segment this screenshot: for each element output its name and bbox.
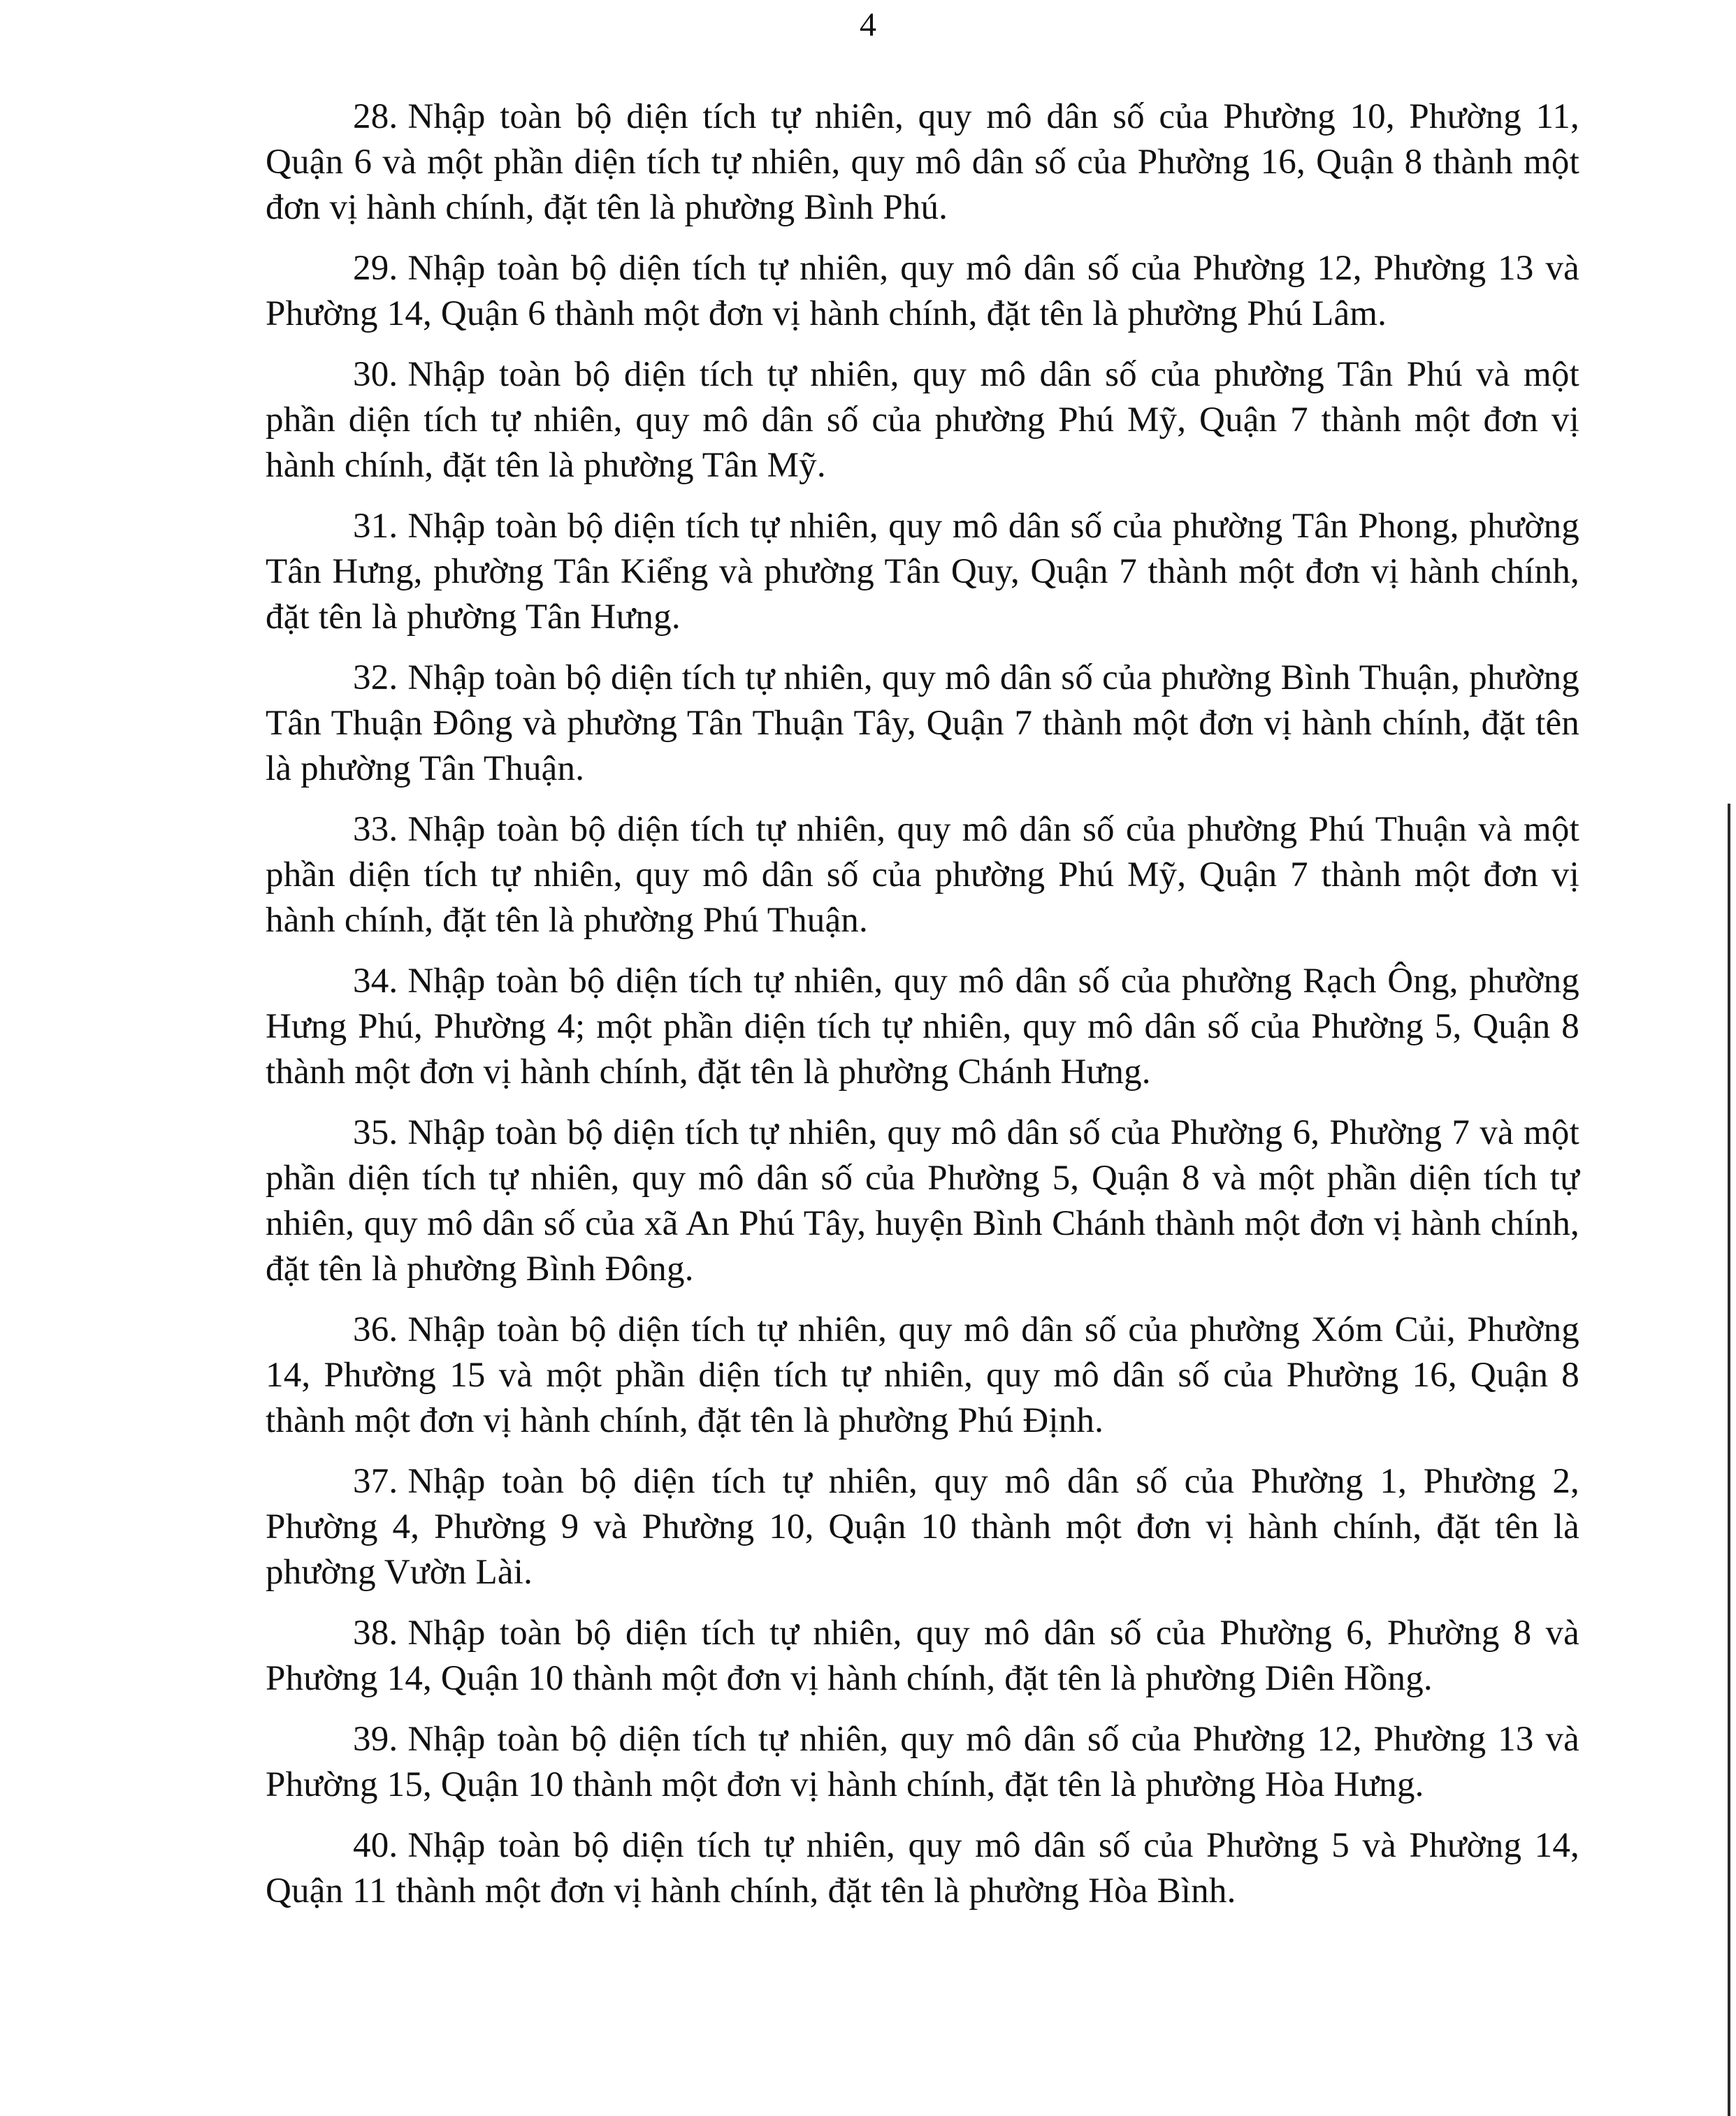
list-item <box>266 1307 1579 1444</box>
list-item <box>266 352 1579 488</box>
item-text: Nhập toàn bộ diện tích tự nhiên, quy mô dân số của phường Bình Thuận, phường Tân Thuận Đông và phường Tân Thuận Tây, Quận 7 thành một đơn vị hành chính, đặt tên là phường Tân Thuận. <box>266 658 1579 788</box>
item-number: 38. <box>353 1614 398 1653</box>
item-number: 37. <box>353 1462 398 1501</box>
item-number: 29. <box>353 249 398 288</box>
list-item <box>266 1823 1579 1914</box>
list-item <box>266 655 1579 792</box>
item-number: 39. <box>353 1720 398 1759</box>
item-text: Nhập toàn bộ diện tích tự nhiên, quy mô dân số của phường Tân Phú và một phần diện tích tự nhiên, quy mô dân số của phường Phú Mỹ, Quận 7 thành một đơn vị hành chính, đặt tên là phường Tân Mỹ. <box>266 355 1579 485</box>
item-number: 32. <box>353 658 398 697</box>
list-item <box>266 1611 1579 1702</box>
item-number: 34. <box>353 962 398 1001</box>
list-item <box>266 1717 1579 1808</box>
list-item <box>266 1110 1579 1292</box>
item-text: Nhập toàn bộ diện tích tự nhiên, quy mô dân số của Phường 12, Phường 13 và Phường 15, Quận 10 thành một đơn vị hành chính, đặt tên là phường Hòa Hưng. <box>266 1720 1579 1804</box>
scan-edge-line <box>1728 804 1730 2116</box>
item-text: Nhập toàn bộ diện tích tự nhiên, quy mô dân số của Phường 6, Phường 8 và Phường 14, Quận 10 thành một đơn vị hành chính, đặt tên là phường Diên Hồng. <box>266 1614 1579 1698</box>
list-item <box>266 246 1579 337</box>
list-item <box>266 807 1579 943</box>
item-text: Nhập toàn bộ diện tích tự nhiên, quy mô dân số của phường Tân Phong, phường Tân Hưng, phường Tân Kiểng và phường Tân Quy, Quận 7 thành một đơn vị hành chính, đặt tên là phường Tân Hưng. <box>266 507 1579 637</box>
item-number: 36. <box>353 1310 398 1349</box>
list-item <box>266 1459 1579 1595</box>
list-item <box>266 504 1579 640</box>
item-text: Nhập toàn bộ diện tích tự nhiên, quy mô dân số của phường Xóm Củi, Phường 14, Phường 15 và một phần diện tích tự nhiên, quy mô dân số của Phường 16, Quận 8 thành một đơn vị hành chính, đặt tên là phường Phú Định. <box>266 1310 1579 1440</box>
list-item <box>266 959 1579 1095</box>
item-number: 35. <box>353 1113 398 1152</box>
item-number: 40. <box>353 1826 398 1865</box>
item-number: 28. <box>353 97 398 136</box>
item-text: Nhập toàn bộ diện tích tự nhiên, quy mô dân số của phường Phú Thuận và một phần diện tích tự nhiên, quy mô dân số của phường Phú Mỹ, Quận 7 thành một đơn vị hành chính, đặt tên là phường Phú Thuận. <box>266 810 1579 940</box>
item-text: Nhập toàn bộ diện tích tự nhiên, quy mô dân số của Phường 5 và Phường 14, Quận 11 thành một đơn vị hành chính, đặt tên là phường Hòa Bình. <box>266 1826 1579 1911</box>
document-body <box>266 94 1579 1929</box>
item-text: Nhập toàn bộ diện tích tự nhiên, quy mô dân số của Phường 6, Phường 7 và một phần diện tích tự nhiên, quy mô dân số của Phường 5, Quận 8 và một phần diện tích tự nhiên, quy mô dân số của xã An Phú Tây, huyện Bình Chánh thành một đơn vị hành chính, đặt tên là phường Bình Đông. <box>266 1113 1579 1289</box>
item-text: Nhập toàn bộ diện tích tự nhiên, quy mô dân số của phường Rạch Ông, phường Hưng Phú, Phường 4; một phần diện tích tự nhiên, quy mô dân số của Phường 5, Quận 8 thành một đơn vị hành chính, đặt tên là phường Chánh Hưng. <box>266 962 1579 1092</box>
item-text: Nhập toàn bộ diện tích tự nhiên, quy mô dân số của Phường 12, Phường 13 và Phường 14, Quận 6 thành một đơn vị hành chính, đặt tên là phường Phú Lâm. <box>266 249 1579 333</box>
item-number: 31. <box>353 507 398 546</box>
list-item <box>266 94 1579 231</box>
item-text: Nhập toàn bộ diện tích tự nhiên, quy mô dân số của Phường 1, Phường 2, Phường 4, Phường 9 và Phường 10, Quận 10 thành một đơn vị hành chính, đặt tên là phường Vườn Lài. <box>266 1462 1579 1592</box>
item-text: Nhập toàn bộ diện tích tự nhiên, quy mô dân số của Phường 10, Phường 11, Quận 6 và một phần diện tích tự nhiên, quy mô dân số của Phường 16, Quận 8 thành một đơn vị hành chính, đặt tên là phường Bình Phú. <box>266 97 1579 227</box>
item-number: 33. <box>353 810 398 849</box>
page-number: 4 <box>860 6 876 43</box>
item-number: 30. <box>353 355 398 394</box>
